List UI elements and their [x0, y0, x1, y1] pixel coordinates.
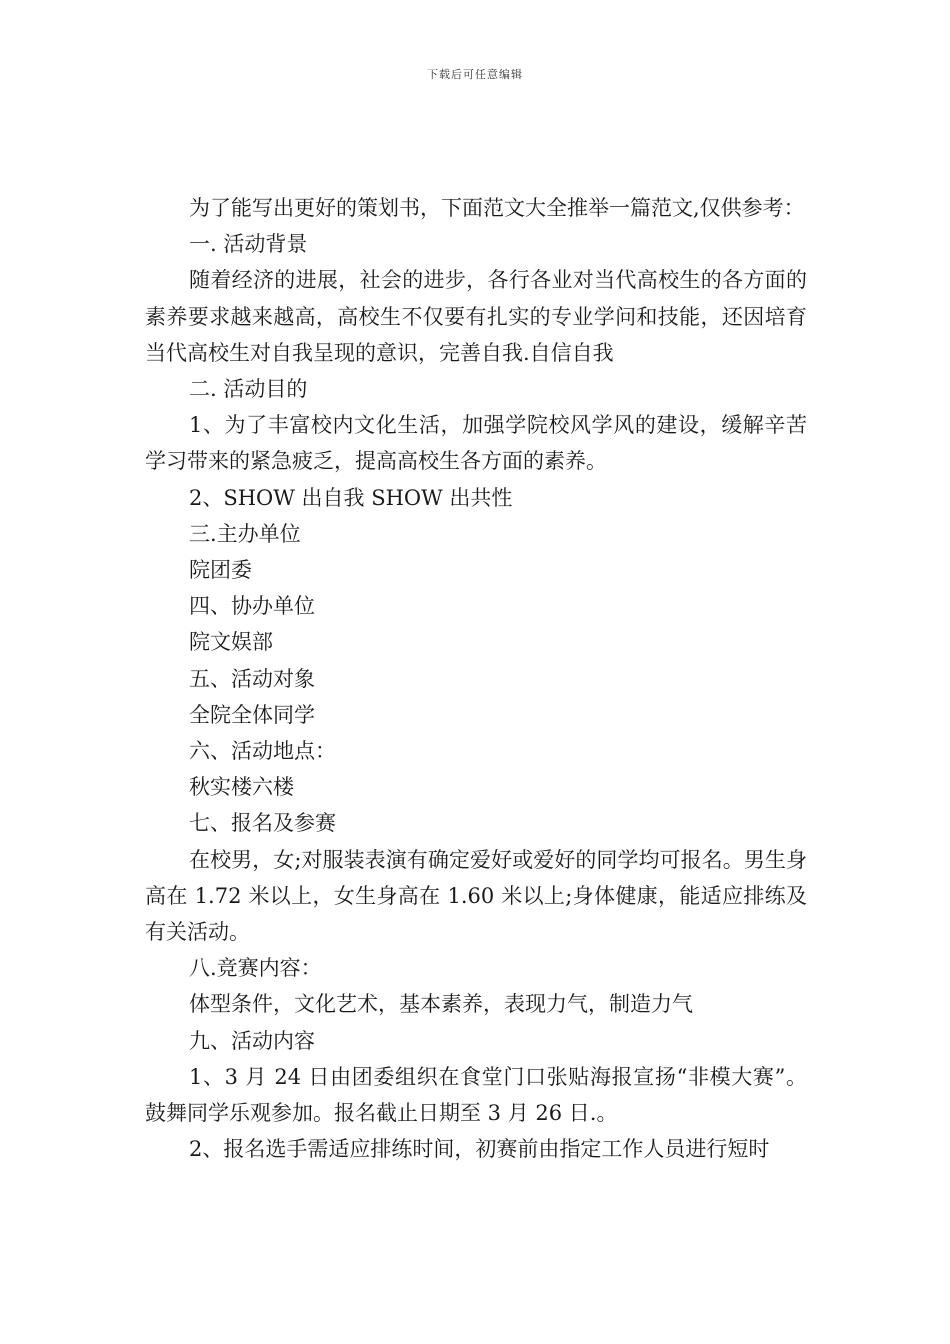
background-paragraph: 随着经济的进展，社会的进步，各行各业对当代高校生的各方面的素养要求越来越高，高校生不仅要有扎实的专业学问和技能，还因培育当代高校生对自我呈现的意识，完善自我.自信自我	[145, 268, 807, 365]
section-heading-competition: 八.竞赛内容：	[189, 956, 322, 981]
section-heading-registration: 七、报名及参赛	[189, 811, 336, 836]
document-body	[145, 190, 807, 1167]
section-heading-co-organizer: 四、协办单位	[189, 594, 315, 619]
purpose-item-1: 1、为了丰富校内文化生活，加强学院校风学风的建设，缓解辛苦学习带来的紧急疲乏，提高高校生各方面的素养。	[145, 413, 807, 474]
section-heading-location: 六、活动地点：	[189, 739, 336, 764]
competition-value: 体型条件，文化艺术，基本素养，表现力气，制造力气	[189, 992, 693, 1017]
section-heading-organizer: 三.主办单位	[189, 521, 301, 546]
intro-paragraph: 为了能写出更好的策划书，下面范文大全推举一篇范文,仅供参考：	[189, 196, 805, 220]
section-heading-activity-content: 九、活动内容	[189, 1028, 315, 1053]
co-organizer-value: 院文娱部	[189, 630, 273, 655]
organizer-value: 院团委	[189, 558, 252, 583]
location-value: 秋实楼六楼	[189, 775, 294, 800]
activity-item-1: 1、3 月 24 日由团委组织在食堂门口张贴海报宣扬“非模大赛”。鼓舞同学乐观参加。报名截止日期至 3 月 26 日.。	[145, 1064, 807, 1126]
audience-value: 全院全体同学	[189, 702, 315, 727]
section-heading-purpose: 二. 活动目的	[189, 377, 308, 402]
registration-paragraph: 在校男，女;对服装表演有确定爱好或爱好的同学均可报名。男生身高在 1.72 米以上，女生身高在 1.60 米以上;身体健康，能适应排练及有关活动。	[145, 847, 807, 945]
page-header-note: 下载后可任意编辑	[427, 68, 523, 81]
section-heading-audience: 五、活动对象	[189, 666, 315, 691]
purpose-item-2: 2、SHOW 出自我 SHOW 出共性	[189, 485, 513, 510]
section-heading-background: 一. 活动背景	[189, 232, 308, 257]
activity-item-2: 2、报名选手需适应排练时间，初赛前由指定工作人员进行短时	[189, 1137, 770, 1162]
